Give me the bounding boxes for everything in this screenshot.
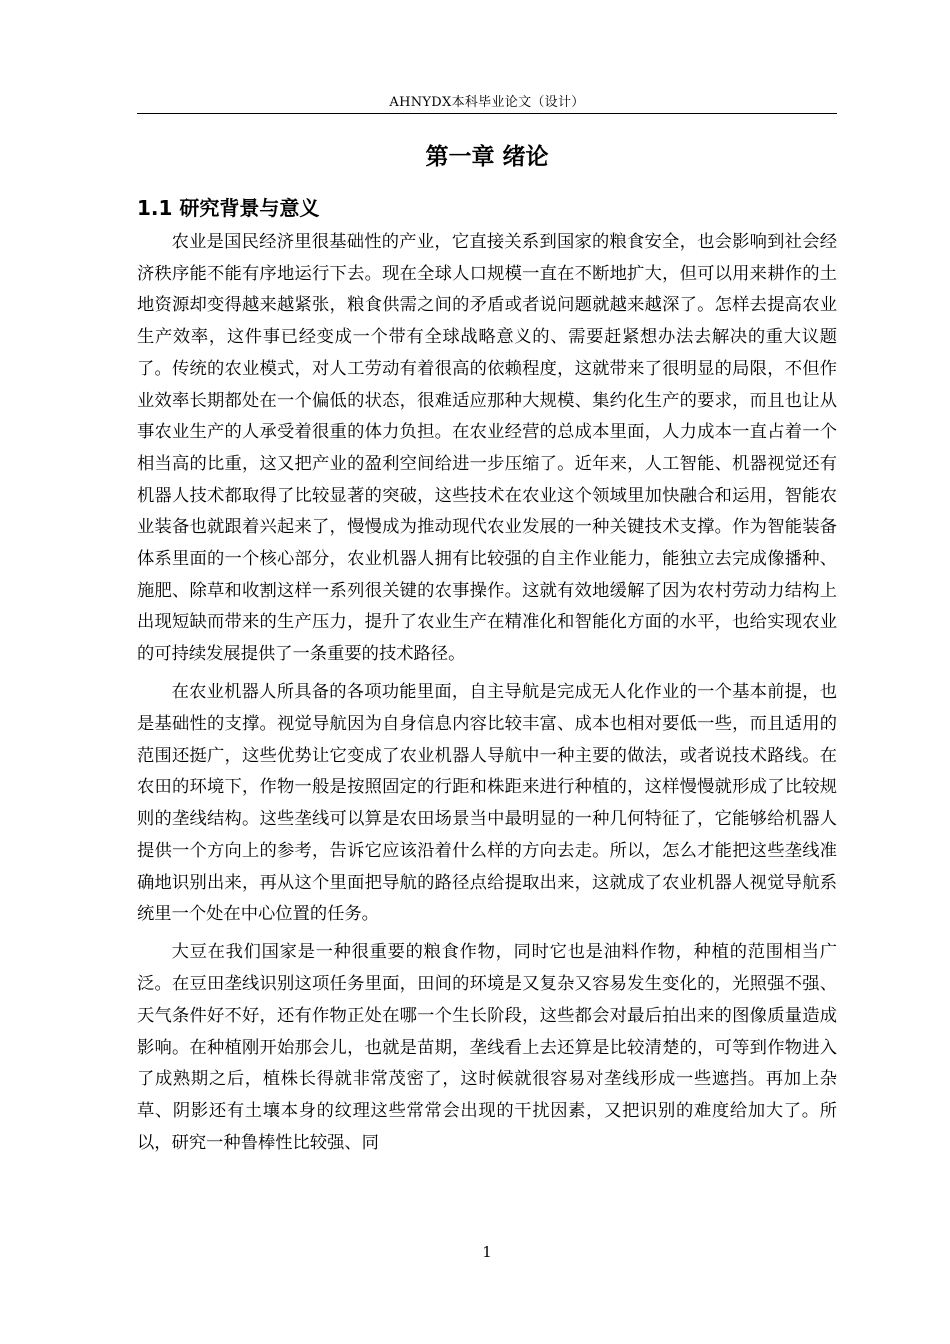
running-header: AHNYDX本科毕业论文（设计） — [389, 95, 585, 110]
chapter-title: 第一章 绪论 — [425, 144, 549, 170]
section-title: 1.1 研究背景与意义 — [137, 196, 320, 220]
paragraph: 大豆在我们国家是一种很重要的粮食作物，同时它也是油料作物，种植的范围相当广泛。在豆田垄线识别这项任务里面，田间的环境是又复杂又容易发生变化的，光照强不强、天气条件好不好，还有作物正处在哪一个生长阶段，这些都会对最后拍出来的图像质量造成影响。在种植刚开始那会儿，也就是苗期，垄线看上去还算是比较清楚的，可等到作物进入了成熟期之后，植株长得就非常茂密了，这时候就很容易对垄线形成一些遮挡。再加上杂草、阴影还有土壤本身的纹理这些常常会出现的干扰因素，又把识别的难度给加大了。所以，研究一种鲁棒性比较强、同 — [137, 942, 837, 1153]
paragraph: 在农业机器人所具备的各项功能里面，自主导航是完成无人化作业的一个基本前提，也是基础性的支撑。视觉导航因为自身信息内容比较丰富、成本也相对要低一些，而且适用的范围还挺广，这些优势让它变成了农业机器人导航中一种主要的做法，或者说技术路线。在农田的环境下，作物一般是按照固定的行距和株距来进行种植的，这样慢慢就形成了比较规则的垄线结构。这些垄线可以算是农田场景当中最明显的一种几何特征了，它能够给机器人提供一个方向上的参考，告诉它应该沿着什么样的方向去走。所以，怎么才能把这些垄线准确地识别出来，再从这个里面把导航的路径点给提取出来，这就成了农业机器人视觉导航系统里一个处在中心位置的任务。 — [137, 682, 837, 925]
page-number: 1 — [482, 1243, 492, 1261]
body-text — [137, 227, 837, 1166]
header-divider — [137, 113, 837, 114]
paragraph: 农业是国民经济里很基础性的产业，它直接关系到国家的粮食安全，也会影响到社会经济秩序能不能有序地运行下去。现在全球人口规模一直在不断地扩大，但可以用来耕作的土地资源却变得越来越紧张，粮食供需之间的矛盾或者说问题就越来越深了。怎样去提高农业生产效率，这件事已经变成一个带有全球战略意义的、需要赶紧想办法去解决的重大议题了。传统的农业模式，对人工劳动有着很高的依赖程度，这就带来了很明显的局限，不但作业效率长期都处在一个偏低的状态，很难适应那种大规模、集约化生产的要求，而且也让从事农业生产的人承受着很重的体力负担。在农业经营的总成本里面，人力成本一直占着一个相当高的比重，这又把产业的盈利空间给进一步压缩了。近年来，人工智能、机器视觉还有机器人技术都取得了比较显著的突破，这些技术在农业这个领域里加快融合和运用，智能农业装备也就跟着兴起来了，慢慢成为推动现代农业发展的一种关键技术支撑。作为智能装备体系里面的一个核心部分，农业机器人拥有比较强的自主作业能力，能独立去完成像播种、施肥、除草和收割这样一系列很关键的农事操作。这就有效地缓解了因为农村劳动力结构上出现短缺而带来的生产压力，提升了农业生产在精准化和智能化方面的水平，也给实现农业的可持续发展提供了一条重要的技术路径。 — [137, 232, 837, 665]
